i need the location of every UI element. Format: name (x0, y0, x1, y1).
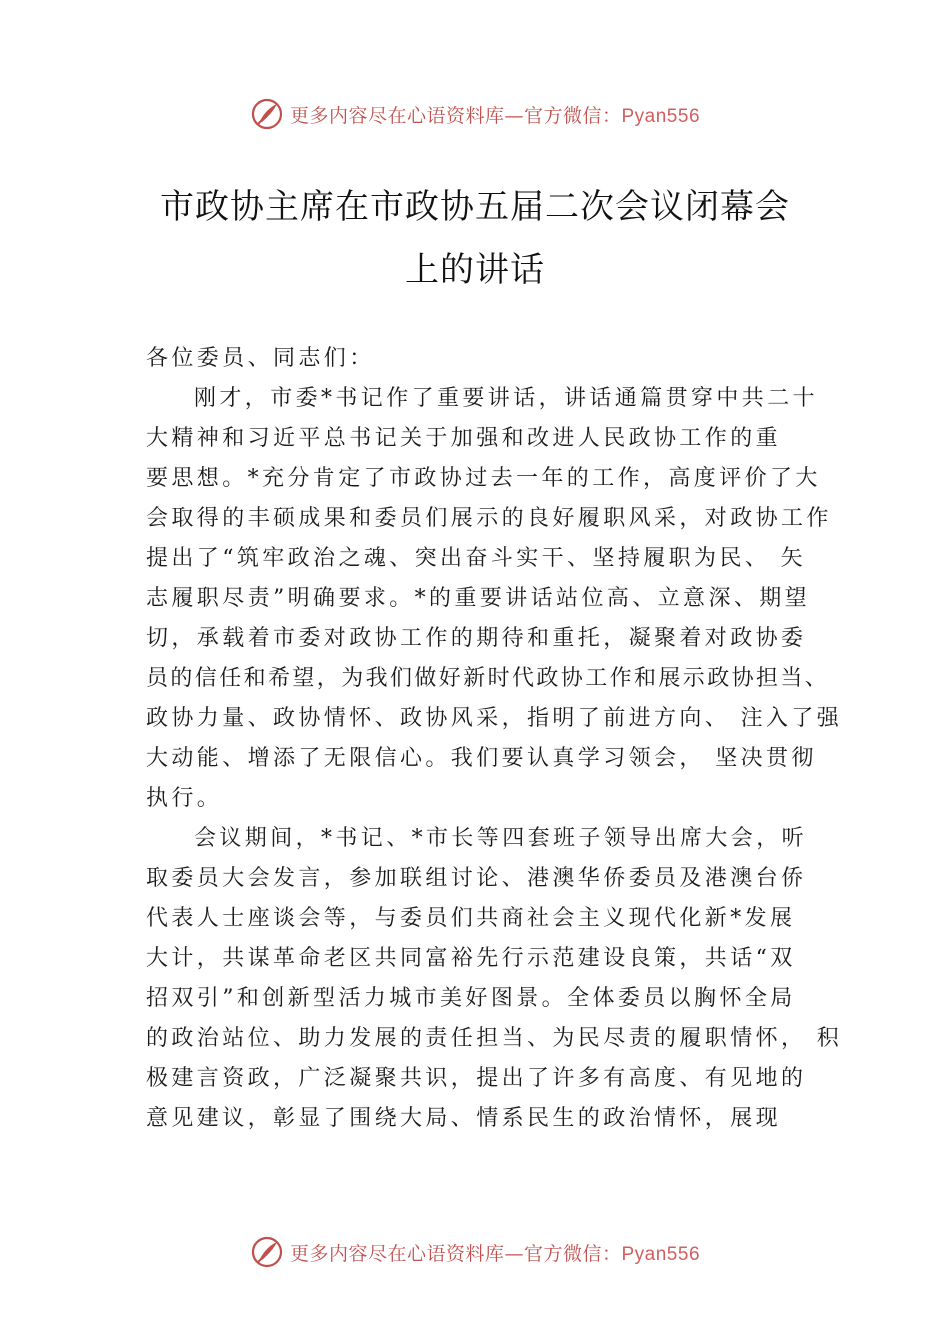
body-line: 员的信任和希望，为我们做好新时代政协工作和展示政协担当、 (146, 666, 830, 691)
body-line: 大精神和习近平总书记关于加强和改进人民政协工作的重 (146, 426, 782, 451)
quill-logo-icon (250, 97, 284, 131)
banner-wechat-id: Pyan556 (621, 1243, 701, 1265)
body-line: 会取得的丰硕成果和委员们展示的良好履职风采，对政协工作 (146, 506, 832, 531)
banner-label: 更多内容尽在心语资料库—官方微信： (289, 1242, 622, 1265)
document-title-line-1: 市政协主席在市政协五届二次会议闭幕会 (160, 187, 790, 227)
quill-logo-icon (250, 1235, 284, 1269)
body-line: 切，承载着市委对政协工作的期待和重托，凝聚着对政协委 (146, 626, 807, 651)
document-title-line-2: 上的讲话 (405, 250, 545, 290)
salutation: 各位委员、同志们： (146, 346, 375, 371)
header-banner (0, 94, 950, 134)
footer-banner (0, 1232, 950, 1272)
banner-label: 更多内容尽在心语资料库—官方微信： (289, 104, 622, 127)
banner-text (290, 1239, 700, 1266)
body-line: 志履职尽责”明确要求。*的重要讲话站位高、立意深、期望 (146, 586, 811, 611)
banner-wechat-id: Pyan556 (621, 105, 701, 127)
body-line: 大计，共谋革命老区共同富裕先行示范建设良策，共话“双 (146, 946, 796, 971)
body-line: 要思想。*充分肯定了市政协过去一年的工作，高度评价了大 (146, 466, 821, 491)
body-line: 意见建议，彰显了围绕大局、情系民生的政治情怀，展现 (146, 1106, 782, 1131)
banner-text (290, 101, 700, 128)
body-line: 大动能、增添了无限信心。我们要认真学习领会， 坚决贯彻 (146, 746, 817, 771)
body-line: 执行。 (146, 786, 223, 811)
body-line: 代表人士座谈会等，与委员们共商社会主义现代化新*发展 (146, 906, 796, 931)
body-line: 取委员大会发言，参加联组讨论、港澳华侨委员及港澳台侨 (146, 866, 807, 891)
body-line: 政协力量、政协情怀、政协风采，指明了前进方向、 注入了强 (146, 706, 843, 731)
body-line: 会议期间，*书记、*市长等四套班子领导出席大会，听 (194, 826, 808, 851)
body-line: 极建言资政，广泛凝聚共识，提出了许多有高度、有见地的 (146, 1066, 807, 1091)
body-line: 刚才，市委*书记作了重要讲话，讲话通篇贯穿中共二十 (194, 386, 819, 411)
body-line: 的政治站位、助力发展的责任担当、为民尽责的履职情怀， 积 (146, 1026, 843, 1051)
body-line: 招双引”和创新型活力城市美好图景。全体委员以胸怀全局 (146, 986, 796, 1011)
body-line: 提出了“筑牢政治之魂、突出奋斗实干、坚持履职为民、 矢 (146, 546, 807, 571)
